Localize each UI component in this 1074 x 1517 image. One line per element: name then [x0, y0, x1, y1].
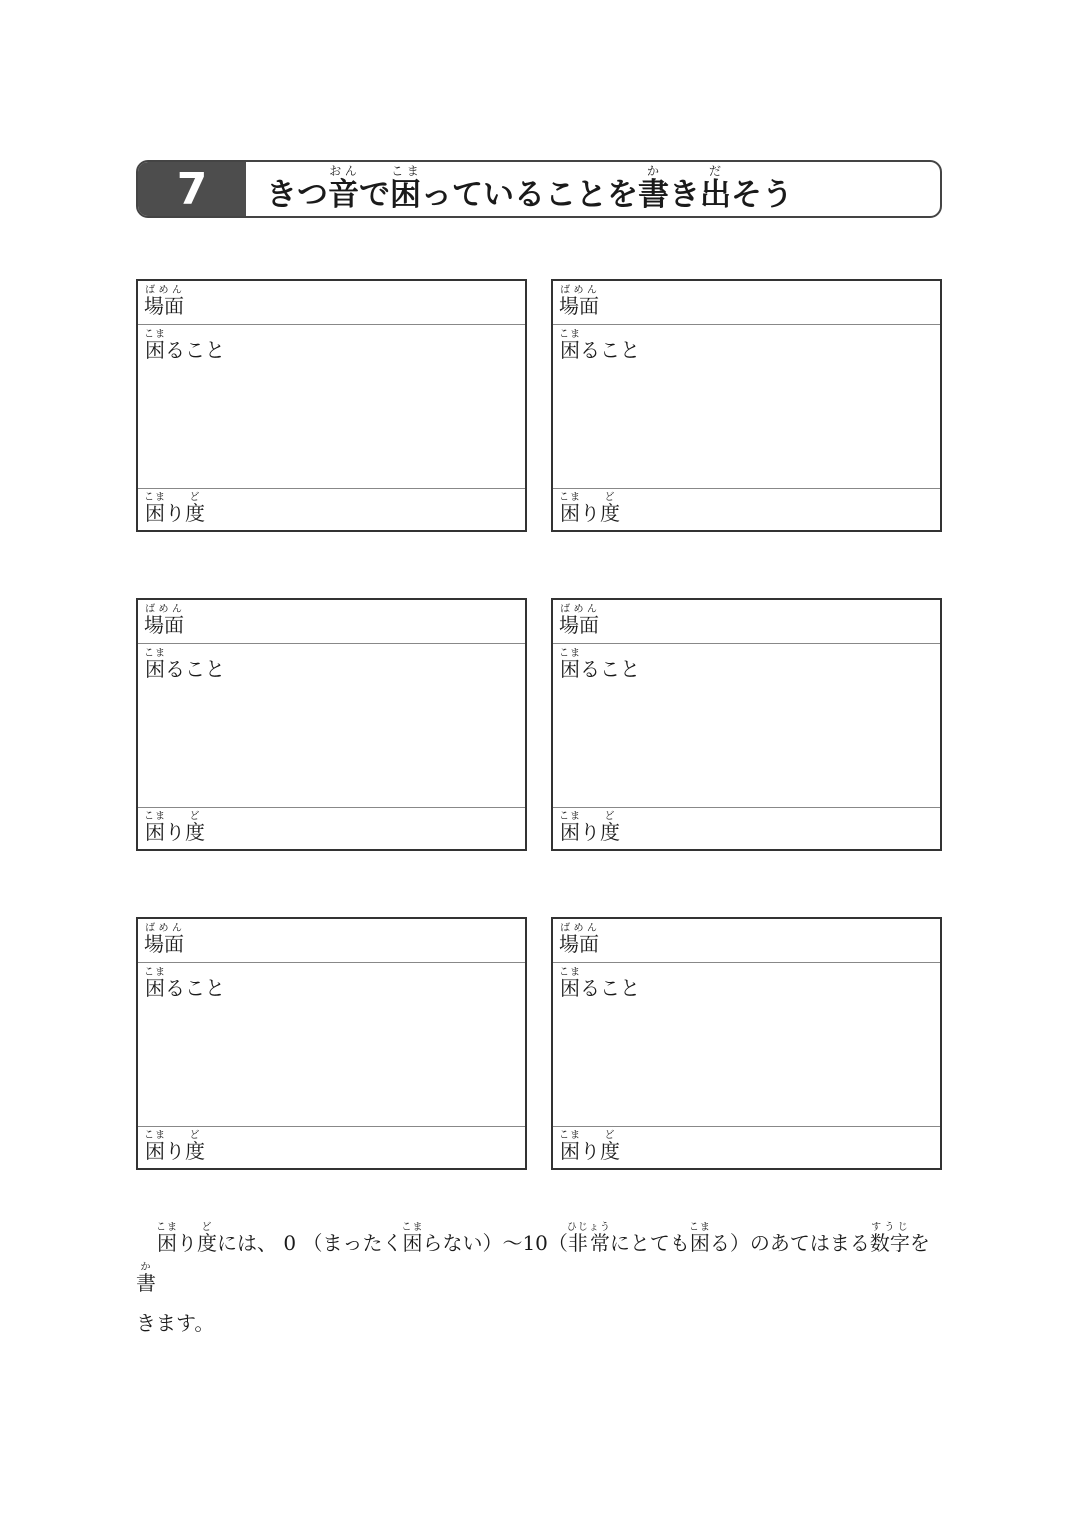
text-fragment: には、 0 （まったく — [217, 1231, 403, 1255]
trouble-card — [551, 279, 942, 532]
scene-label: 場面ばめん — [144, 923, 184, 956]
text-fragment: らない）～10（ — [422, 1231, 568, 1255]
scene-field[interactable] — [138, 919, 525, 963]
trouble-field[interactable] — [138, 644, 525, 808]
degree-label: 困こまり度ど — [559, 1130, 620, 1163]
scene-field[interactable] — [553, 600, 940, 644]
trouble-field[interactable] — [138, 325, 525, 489]
text-fragment: る）のあてはまる — [709, 1231, 870, 1255]
ruby-word: 書か — [638, 164, 669, 213]
scene-label: 場面ばめん — [559, 285, 599, 318]
note-line-2: きます。 — [136, 1311, 215, 1335]
degree-label: 困こまり度ど — [144, 1130, 205, 1163]
trouble-card — [136, 917, 527, 1170]
degree-label: 困こまり度ど — [144, 492, 205, 525]
text-fragment: り — [177, 1231, 197, 1255]
trouble-label: 困こまること — [559, 967, 640, 1000]
trouble-label: 困こまること — [144, 329, 225, 362]
trouble-label: 困こまること — [144, 648, 225, 681]
degree-field[interactable] — [553, 489, 940, 530]
scene-label: 場面ばめん — [144, 285, 184, 318]
scene-label: 場面ばめん — [144, 604, 184, 637]
trouble-card — [551, 598, 942, 851]
trouble-field[interactable] — [553, 963, 940, 1127]
ruby-word: 困こま — [156, 1222, 178, 1255]
degree-field[interactable] — [553, 1127, 940, 1168]
trouble-field[interactable] — [138, 963, 525, 1127]
scene-field[interactable] — [553, 281, 940, 325]
trouble-label: 困こまること — [559, 329, 640, 362]
degree-label: 困こまり度ど — [559, 811, 620, 844]
text-fragment: っていることを — [421, 177, 638, 213]
scene-label: 場面ばめん — [559, 604, 599, 637]
trouble-field[interactable] — [553, 325, 940, 489]
scene-field[interactable] — [138, 281, 525, 325]
ruby-word: 非常ひじょう — [566, 1222, 611, 1255]
note-line-1 — [136, 1222, 944, 1303]
degree-field[interactable] — [553, 808, 940, 849]
degree-label: 困こまり度ど — [559, 492, 620, 525]
trouble-field[interactable] — [553, 644, 940, 808]
ruby-word: 出だ — [700, 164, 731, 213]
instruction-note — [136, 1222, 944, 1343]
text-fragment: を — [909, 1231, 930, 1255]
ruby-word: 書か — [136, 1262, 156, 1295]
degree-label: 困こまり度ど — [144, 811, 205, 844]
degree-field[interactable] — [138, 489, 525, 530]
ruby-word: 度ど — [197, 1222, 217, 1255]
scene-field[interactable] — [553, 919, 940, 963]
trouble-card — [136, 598, 527, 851]
section-number: 7 — [138, 162, 246, 216]
text-fragment: にとても — [609, 1231, 690, 1255]
trouble-card — [136, 279, 527, 532]
trouble-label: 困こまること — [559, 648, 640, 681]
worksheet-title — [266, 164, 793, 218]
worksheet-header — [136, 160, 942, 218]
text-fragment: そう — [731, 177, 793, 213]
scene-label: 場面ばめん — [559, 923, 599, 956]
degree-field[interactable] — [138, 808, 525, 849]
scene-field[interactable] — [138, 600, 525, 644]
ruby-word: 数字すうじ — [869, 1222, 910, 1255]
text-fragment: き — [669, 177, 700, 213]
trouble-label: 困こまること — [144, 967, 225, 1000]
ruby-word: 音おん — [328, 164, 359, 213]
ruby-word: 困こま — [401, 1222, 424, 1255]
text-fragment: きつ — [266, 177, 328, 213]
degree-field[interactable] — [138, 1127, 525, 1168]
trouble-card — [551, 917, 942, 1170]
ruby-word: 困こま — [688, 1222, 711, 1255]
text-fragment: で — [359, 177, 390, 213]
ruby-word: 困こま — [390, 164, 421, 213]
